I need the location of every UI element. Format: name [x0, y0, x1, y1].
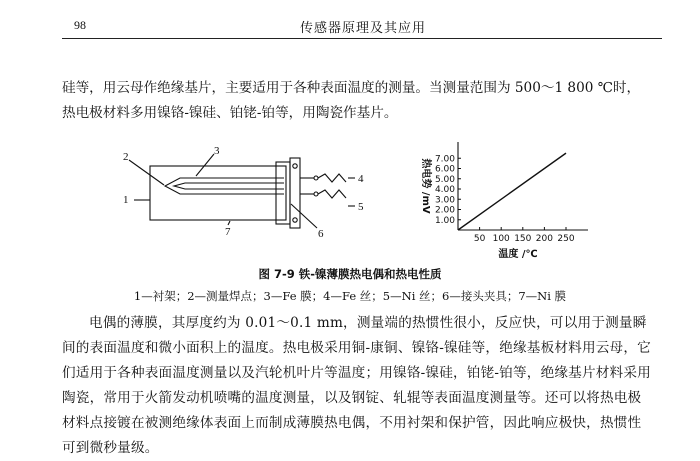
- ni-film: [174, 183, 284, 189]
- part-label-4: 4: [358, 173, 364, 185]
- x-tick-label: 250: [557, 234, 575, 244]
- clamp-screw-top: [293, 164, 297, 168]
- page-number: 98: [74, 18, 86, 32]
- page-header: [52, 14, 662, 44]
- y-tick-label: 2.00: [434, 205, 455, 216]
- part-label-6: 6: [318, 228, 324, 240]
- clamp-screw-bottom: [293, 218, 297, 222]
- figure-caption-legend: 1—衬架；2—测量焊点；3—Fe 膜；4—Fe 丝；5—Ni 丝；6—接头夹具；7—Ni 膜: [133, 289, 567, 303]
- y-tick-label: 7.00: [434, 154, 455, 165]
- part-label-7: 7: [225, 226, 231, 238]
- fe-film: [165, 178, 284, 194]
- figure-7-9: [110, 136, 610, 261]
- series-line: [458, 153, 566, 230]
- y-tick-label: 4.00: [434, 185, 455, 195]
- y-tick-label: 3.00: [434, 195, 455, 206]
- intro-paragraph: 硅等，用云母作绝缘基片，主要适用于各种表面温度的测量。当测量范围为 500～1 800 ℃时，热电极材料多用镍铬-镍硅、铂铑-铂等，用陶瓷作基片。: [62, 80, 641, 121]
- running-title: 传感器原理及其应用: [300, 21, 427, 36]
- x-axis-label: 温度 /℃: [498, 249, 538, 260]
- part-label-3: 3: [214, 145, 220, 157]
- leader-7: [228, 221, 230, 225]
- x-tick-label: 200: [535, 234, 553, 244]
- part-label-1: 1: [123, 194, 129, 206]
- body-paragraph: 电偶的薄膜，其厚度约为 0.01～0.1 mm，测量端的热惯性很小，反应快，可以用于测量瞬间的表面温度和微小面积上的温度。热电极采用铜-康铜、镍铬-镍硅等，绝缘基板材料用云母，它们适用于各种表面温度测量以及汽轮机叶片等温度；用镍铬-镍硅，铂铑-铂等，绝缘基片材料采用陶瓷，常用于火箭发动机喷嘴的温度测量，以及钢锭、轧辊等表面温度测量等。还可以将热电极材料点接镀在被测绝缘体表面上而制成薄膜热电偶，不用衬架和保护管，因此响应极快，热惯性可到微秒量级。: [62, 315, 651, 456]
- figure-caption-title: 图 7-9 铁-镍薄膜热电偶和热电性质: [258, 267, 442, 281]
- substrate-frame: [150, 166, 286, 220]
- header-rule: [62, 38, 662, 39]
- clamp-plate: [276, 162, 290, 224]
- series-group: [458, 153, 566, 230]
- ni-wire: [318, 190, 346, 198]
- leader-2: [129, 160, 164, 185]
- x-tick-label: 150: [514, 234, 532, 244]
- leader-6: [291, 204, 317, 228]
- leader-3: [196, 154, 214, 176]
- fe-lead-junction: [314, 176, 318, 180]
- y-tick-label: 5.00: [434, 174, 455, 185]
- y-axis-label: 热电势 /mV: [420, 158, 431, 214]
- fe-wire: [318, 174, 346, 182]
- thermoelectric-chart: [420, 142, 588, 260]
- part-label-5: 5: [358, 201, 364, 213]
- ni-lead-junction: [314, 192, 318, 196]
- x-tick-label: 50: [473, 234, 486, 244]
- y-tick-label: 1.00: [434, 215, 455, 226]
- y-tick-label: 6.00: [434, 164, 455, 175]
- part-label-2: 2: [123, 151, 129, 163]
- thermocouple-diagram: [129, 154, 355, 228]
- y-ticks: [435, 154, 461, 226]
- x-tick-label: 100: [492, 234, 510, 244]
